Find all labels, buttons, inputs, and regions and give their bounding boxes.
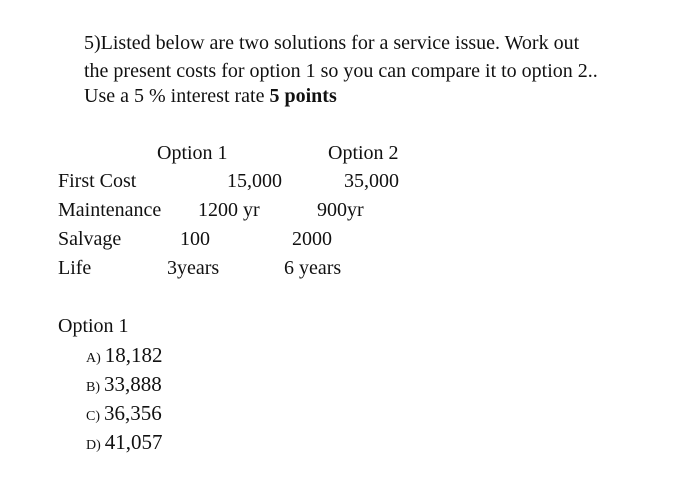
- question-line-3-text: Use a 5 % interest rate: [84, 85, 270, 107]
- life-option-2: 6 years: [284, 257, 342, 279]
- choice-b-letter: B): [86, 380, 100, 395]
- choice-c[interactable]: [86, 401, 162, 429]
- salvage-option-1: 100: [180, 228, 210, 250]
- choice-d-letter: D): [86, 438, 101, 453]
- row-label-maintenance: Maintenance: [58, 199, 162, 221]
- choice-c-value: 36,356: [104, 401, 162, 425]
- row-label-salvage: Salvage: [58, 228, 122, 250]
- question-line-2: the present costs for option 1 so you can compare it to option 2..: [84, 60, 598, 82]
- question-line-3: [84, 84, 337, 108]
- table-header-option-1: Option 1: [157, 142, 228, 164]
- choice-a-letter: A): [86, 351, 101, 366]
- choice-c-letter: C): [86, 409, 100, 424]
- maintenance-option-2: 900yr: [317, 199, 364, 221]
- points-label: 5 points: [269, 85, 337, 107]
- salvage-option-2: 2000: [292, 228, 332, 250]
- answer-title: Option 1: [58, 315, 129, 337]
- choice-b[interactable]: [86, 372, 162, 400]
- choice-d[interactable]: [86, 430, 163, 458]
- row-label-first-cost: First Cost: [58, 170, 137, 192]
- choice-b-value: 33,888: [104, 372, 162, 396]
- life-option-1: 3years: [167, 257, 220, 279]
- first-cost-option-1: 15,000: [227, 170, 282, 192]
- maintenance-option-1: 1200 yr: [198, 199, 260, 221]
- row-label-life: Life: [58, 257, 92, 279]
- choice-a-value: 18,182: [104, 343, 163, 367]
- first-cost-option-2: 35,000: [344, 170, 399, 192]
- choice-d-value: 41,057: [104, 430, 163, 454]
- question-line-1: 5)Listed below are two solutions for a service issue. Work out: [84, 32, 580, 54]
- choice-a[interactable]: [86, 343, 163, 371]
- table-header-option-2: Option 2: [328, 142, 399, 164]
